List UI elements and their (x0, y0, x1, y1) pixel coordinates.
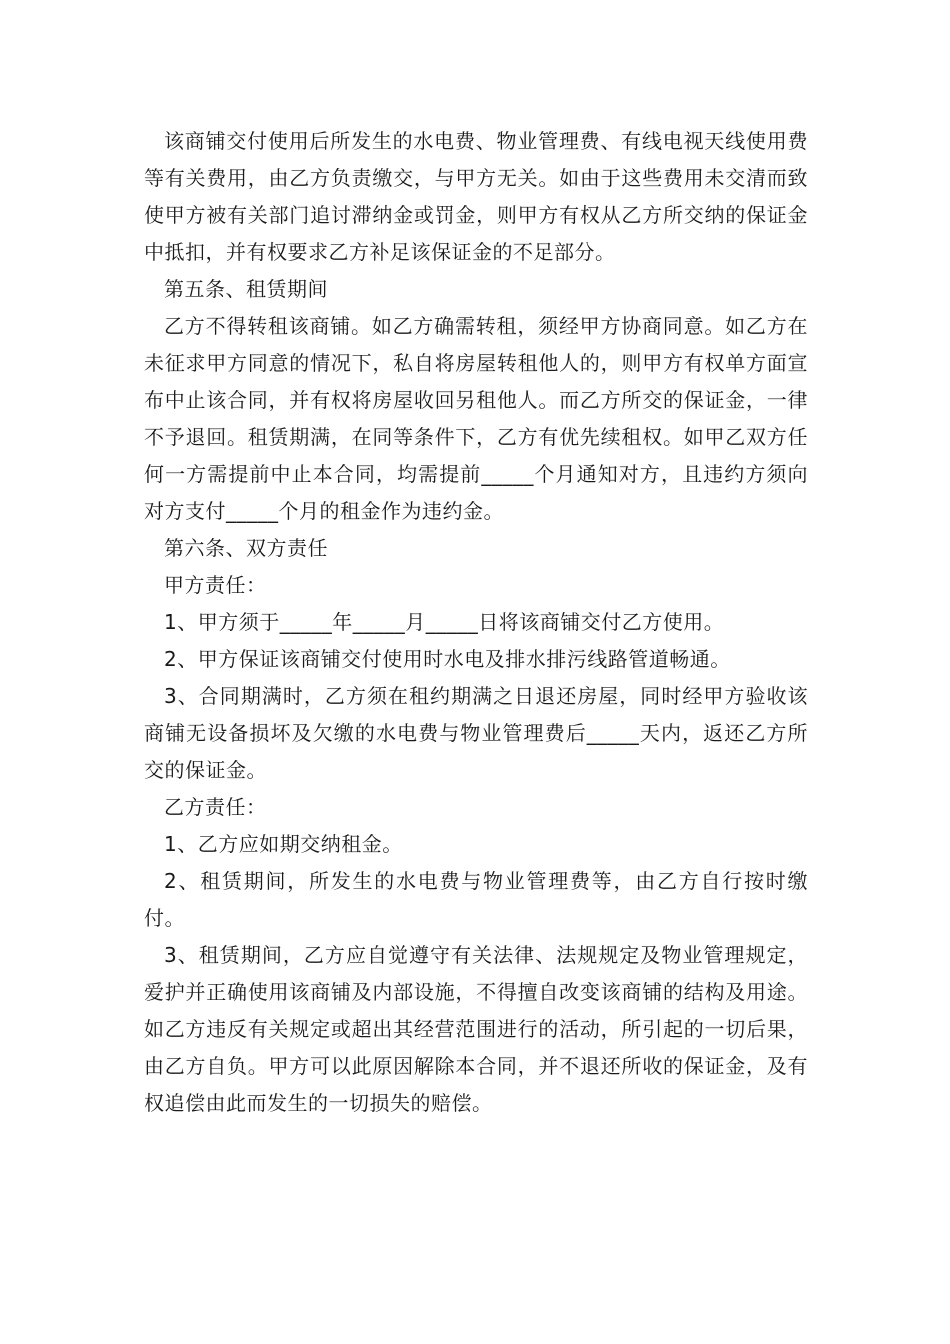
party-a-duty-1: 1、甲方须于_____年_____月_____日将该商铺交付乙方使用。 (164, 610, 725, 634)
heading-party-b-duties: 乙方责任： (164, 795, 267, 819)
party-a-duty-3: 3、合同期满时，乙方须在租约期满之日退还房屋，同时经甲方验收该商铺无设备损坏及欠缴的水电费与物业管理费后_____天内，返还乙方所交的保证金。 (144, 684, 808, 782)
paragraph-sublease: 乙方不得转租该商铺。如乙方确需转租，须经甲方协商同意。如乙方在未征求甲方同意的情况下，私自将房屋转租他人的，则甲方有权单方面宣布中止该合同，并有权将房屋收回另租他人。而乙方所交的保证金，一律不予退回。租赁期满，在同等条件下，乙方有优先续租权。如甲乙双方任何一方需提前中止本合同，均需提前_____个月通知对方，且违约方须向对方支付_____个月的租金作为违约金。 (144, 314, 808, 523)
party-a-duty-2: 2、甲方保证该商铺交付使用时水电及排水排污线路管道畅通。 (164, 647, 731, 671)
party-b-duty-1: 1、乙方应如期交纳租金。 (164, 832, 403, 856)
heading-party-a-duties: 甲方责任： (164, 573, 267, 597)
party-b-duty-3: 3、租赁期间，乙方应自觉遵守有关法律、法规规定及物业管理规定，爱护并正确使用该商铺及内部设施，不得擅自改变该商铺的结构及用途。如乙方违反有关规定或超出其经营范围进行的活动，所引起的一切后果，由乙方自负。甲方可以此原因解除本合同，并不退还所收的保证金，及有权追偿由此而发生的一切损失的赔偿。 (144, 943, 808, 1115)
party-b-duty-2: 2、租赁期间，所发生的水电费与物业管理费等，由乙方自行按时缴付。 (144, 869, 808, 930)
heading-article-6: 第六条、双方责任 (164, 536, 328, 560)
paragraph-utility-fees: 该商铺交付使用后所发生的水电费、物业管理费、有线电视天线使用费等有关费用，由乙方负责缴交，与甲方无关。如由于这些费用未交清而致使甲方被有关部门追讨滞纳金或罚金，则甲方有权从乙方所交纳的保证金中抵扣，并有权要求乙方补足该保证金的不足部分。 (144, 129, 808, 264)
document-body (144, 123, 808, 1122)
heading-article-5: 第五条、租赁期间 (164, 277, 328, 301)
